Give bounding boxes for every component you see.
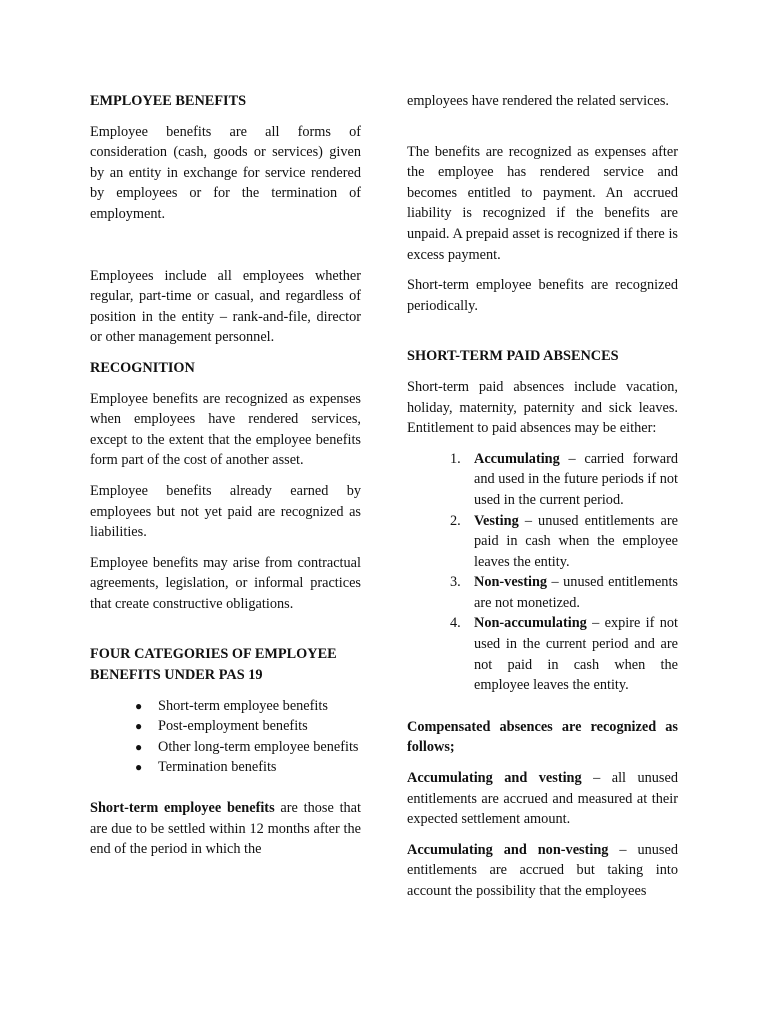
- categories-list: [90, 696, 361, 778]
- list-item: ● Termination benefits: [158, 757, 361, 778]
- paragraph-periodically: Short-term employee benefits are recognized periodically.: [407, 277, 678, 314]
- left-column: [90, 91, 361, 870]
- bullet-icon: ●: [135, 698, 143, 713]
- paragraph-recognition-2: Employee benefits already earned by employees but not yet paid are recognized as liabilities.: [90, 482, 361, 541]
- bullet-icon: ●: [135, 719, 143, 734]
- bullet-icon: ●: [135, 760, 143, 775]
- paragraph-accumulating-non-vesting: Accumulating and non-vesting – unused entitlements are accrued but taking into account the possibility that the employees: [407, 841, 678, 899]
- term-short-term: Short-term employee benefits: [90, 800, 275, 817]
- heading-four-categories: FOUR CATEGORIES OF EMPLOYEE BENEFITS UNDER PAS 19: [90, 646, 337, 684]
- list-item: ● Other long-term employee benefits: [158, 737, 361, 758]
- heading-short-term-paid-absences: SHORT-TERM PAID ABSENCES: [407, 348, 619, 365]
- paragraph-recognition-3: Employee benefits may arise from contractual agreements, legislation, or informal practices that create constructive obligations.: [90, 554, 361, 612]
- paragraph-employees: Employees include all employees whether regular, part-time or casual, and regardless of position in the entity – rank-and-file, director or other management personnel.: [90, 267, 361, 346]
- paragraph-recognized-expenses: The benefits are recognized as expenses after the employee has rendered service and becomes entitled to payment. An accrued liability is recognized if the benefits are unpaid. A prepaid asset is recognized if there is excess payment.: [407, 143, 678, 263]
- paragraph-paid-absences: Short-term paid absences include vacation, holiday, maternity, paternity and sick leaves. Entitlement to paid absences may be either:: [407, 378, 678, 437]
- list-item: ● Short-term employee benefits: [158, 696, 361, 717]
- paragraph-recognition-1: Employee benefits are recognized as expenses when employees have rendered services, except to the extent that the employee benefits form part of the cost of another asset.: [90, 390, 361, 469]
- entitlement-list: [407, 449, 678, 696]
- heading-recognition: RECOGNITION: [90, 359, 195, 376]
- bullet-icon: ●: [135, 739, 143, 754]
- paragraph-short-term: Short-term employee benefits are those that are due to be settled within 12 months after the end of the period in which the: [90, 800, 362, 858]
- heading-employee-benefits: EMPLOYEE BENEFITS: [90, 93, 247, 109]
- paragraph-continued: employees have rendered the related services.: [407, 93, 669, 109]
- right-column: [407, 91, 678, 912]
- list-item: 2. Vesting – unused entitlements are paid in cash when the employee leaves the entity.: [450, 512, 678, 570]
- list-item: ● Post-employment benefits: [158, 716, 361, 737]
- paragraph-compensated-absences: Compensated absences are recognized as follows;: [407, 718, 678, 756]
- list-item: 1. Accumulating – carried forward and used in the future periods if not used in the current period.: [450, 450, 678, 508]
- list-item: 3. Non-vesting – unused entitlements are not monetized.: [450, 574, 678, 611]
- paragraph-definition: Employee benefits are all forms of consideration (cash, goods or services) given by an entity in exchange for service rendered by employees or for the termination of employment.: [90, 123, 361, 222]
- paragraph-accumulating-vesting: Accumulating and vesting – all unused entitlements are accrued and measured at their expected settlement amount.: [407, 770, 678, 828]
- list-item: 4. Non-accumulating – expire if not used in the current period and are not paid in cash when the employee leaves the entity.: [450, 615, 678, 694]
